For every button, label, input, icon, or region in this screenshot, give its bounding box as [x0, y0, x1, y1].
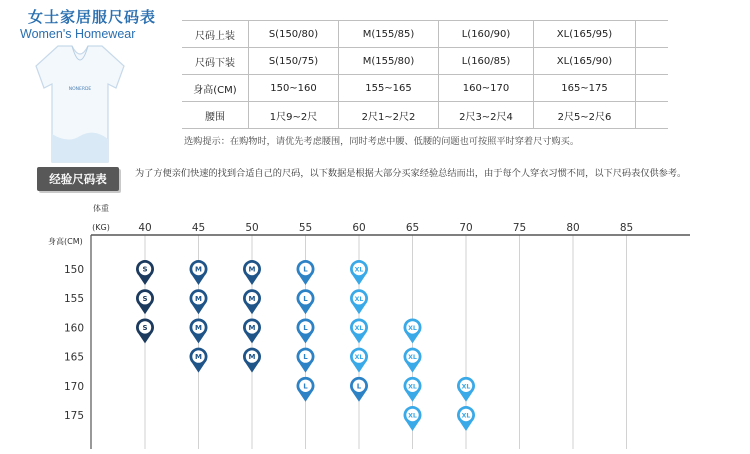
size-table-cell: M(155/85): [339, 21, 439, 48]
size-marker-m: [243, 348, 261, 373]
size-table-row-header: 尺码下装: [182, 48, 249, 75]
size-table-cell: 2尺5~2尺6: [534, 102, 636, 129]
marker-label: M: [248, 265, 256, 274]
x-tick-label: 40: [138, 222, 152, 234]
x-tick-label: 80: [566, 222, 580, 234]
marker-label: M: [195, 353, 202, 362]
y-tick-label: 175: [64, 410, 85, 422]
size-table-cell: 155~165: [339, 75, 439, 102]
x-tick-label: 75: [512, 222, 527, 234]
y-tick-label: 160: [64, 322, 85, 335]
size-marker-l: [350, 377, 368, 402]
size-table-cell: S(150/75): [249, 48, 339, 75]
marker-label: XL: [461, 383, 471, 391]
marker-label: L: [303, 353, 308, 362]
size-marker-xl: [403, 318, 421, 343]
marker-label: L: [303, 382, 308, 391]
size-marker-m: [190, 348, 208, 373]
size-marker-l: [297, 348, 315, 373]
size-table-cell: L(160/90): [439, 21, 534, 48]
marker-label: M: [248, 294, 256, 303]
marker-label: M: [195, 265, 202, 274]
size-marker-xl: [350, 348, 368, 373]
x-tick-label: 55: [298, 222, 313, 234]
y-tick-label: 170: [64, 380, 85, 393]
size-marker-xl: [403, 377, 421, 402]
marker-label: M: [195, 294, 202, 303]
x-tick-label: 50: [245, 222, 259, 234]
marker-label: L: [303, 265, 308, 274]
description-text: 为了方便亲们快速的找到合适自己的尺码，以下数据是根据大部分买家经验总结而出，由于每个人穿衣习惯不同，以下尺码表仅供参考。: [135, 168, 687, 179]
size-table-cell: M(155/80): [339, 48, 439, 75]
size-table-cell: 150~160: [249, 75, 339, 102]
size-marker-xl: [350, 318, 368, 343]
y-tick-label: 155: [64, 293, 85, 306]
marker-label: XL: [354, 266, 364, 274]
size-table-row-header: 身高(CM): [182, 75, 249, 102]
size-table-cell: S(150/80): [249, 21, 339, 48]
marker-label: XL: [408, 383, 417, 391]
size-table-cell: XL(165/90): [534, 48, 636, 75]
size-marker-xl: [350, 289, 368, 314]
marker-label: XL: [408, 325, 417, 332]
size-table-cell: 165~175: [534, 75, 636, 102]
size-marker-l: [297, 289, 315, 314]
page-subtitle: Women's Homewear: [20, 27, 136, 41]
size-marker-m: [243, 289, 261, 314]
marker-label: M: [195, 324, 202, 332]
marker-label: L: [356, 382, 362, 391]
x-tick-label: 45: [191, 222, 206, 234]
y-tick-label: 165: [64, 351, 85, 364]
marker-label: XL: [408, 412, 417, 420]
size-table-cell: 2尺3~2尺4: [439, 102, 534, 129]
shirt-logo: NONERDE: [68, 87, 92, 92]
marker-label: XL: [354, 295, 364, 303]
size-table-cell: XL(165/95): [534, 21, 636, 48]
size-table-cell: 1尺9~2尺: [249, 102, 339, 129]
marker-label: XL: [461, 412, 471, 420]
marker-label: M: [248, 353, 256, 362]
size-marker-m: [190, 289, 208, 314]
size-marker-m: [243, 318, 261, 343]
x-tick-label: 65: [405, 222, 420, 234]
size-table-row-header: 腰围: [182, 102, 249, 129]
size-marker-xl: [403, 348, 421, 373]
size-marker-xl: [457, 377, 475, 402]
size-table-cell: 2尺1~2尺2: [339, 102, 439, 129]
x-tick-label: 70: [459, 222, 473, 234]
marker-label: L: [303, 294, 308, 303]
size-table-row-header: 尺码上装: [182, 21, 249, 48]
size-marker-xl: [403, 406, 421, 431]
shopping-tip: 选购提示：在购物时，请优先考虑腰围，同时考虑中腰、低腰的问题也可按照平时穿着尺寸购买。: [184, 136, 580, 147]
size-marker-xl: [457, 406, 475, 431]
experience-size-chart-button[interactable]: 经验尺码表: [37, 167, 119, 191]
y-axis-title: 身高(CM): [48, 237, 83, 246]
x-axis-unit: (KG): [92, 223, 110, 232]
marker-label: M: [248, 324, 256, 332]
x-tick-label: 60: [352, 222, 366, 234]
size-marker-s: [136, 289, 154, 314]
size-marker-xl: [350, 260, 368, 285]
size-table-cell: 160~170: [439, 75, 534, 102]
x-tick-label: 85: [619, 222, 634, 234]
size-marker-m: [243, 260, 261, 285]
size-marker-s: [136, 318, 154, 343]
x-axis-title: 体重: [93, 204, 109, 213]
marker-label: S: [142, 265, 148, 274]
marker-label: XL: [354, 354, 364, 362]
size-marker-m: [189, 260, 207, 285]
marker-label: XL: [408, 354, 417, 362]
page-title: 女士家居服尺码表: [28, 8, 157, 26]
size-marker-l: [297, 260, 315, 285]
size-marker-s: [136, 260, 154, 285]
marker-label: XL: [354, 325, 364, 332]
marker-label: S: [142, 324, 148, 332]
size-marker-l: [297, 318, 315, 343]
marker-label: S: [142, 294, 148, 303]
size-table-cell: L(160/85): [439, 48, 534, 75]
size-marker-l: [297, 377, 315, 402]
size-marker-m: [190, 318, 208, 343]
marker-label: L: [303, 324, 308, 332]
y-tick-label: 150: [64, 264, 85, 276]
